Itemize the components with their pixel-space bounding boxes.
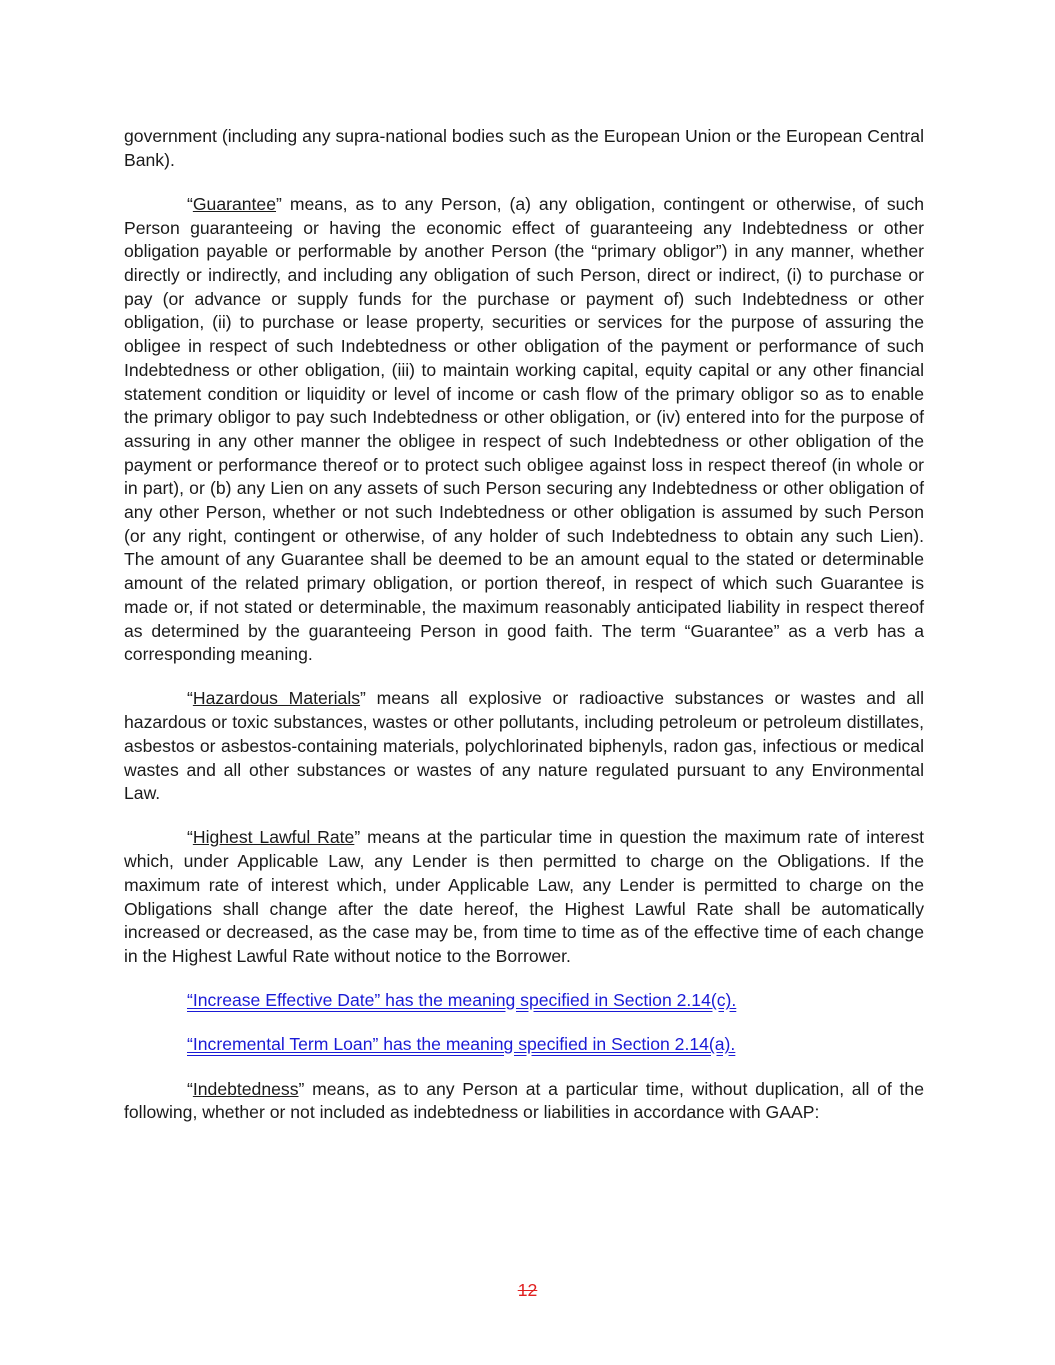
definition-indebtedness: [124, 1078, 924, 1125]
page-number-deleted: 12: [517, 1280, 538, 1300]
tracked-insertion: “Increase Effective Date” has the meaning specified in Section 2.14(c).: [187, 990, 737, 1011]
open-quote: “: [187, 1078, 193, 1099]
open-quote: “: [187, 827, 193, 848]
definition-guarantee: [124, 193, 924, 667]
definition-hazardous-materials: [124, 687, 924, 806]
defined-term-highest-lawful-rate: Highest Lawful Rate: [192, 827, 355, 848]
document-page: [124, 125, 924, 1146]
definition-highest-lawful-rate: [124, 826, 924, 968]
definition-text: ” means all explosive or radioactive substances or wastes and all hazardous or toxic substances, wastes or other pollutants, including petroleum or petroleum distillates, asbestos or asbestos-containing materials, polychlorinated biphenyls, radon gas, infectious or medical wastes and all other substances or wastes of any nature regulated pursuant to any Environmental Law.: [124, 688, 924, 804]
defined-term-guarantee: Guarantee: [192, 193, 277, 214]
open-quote: “: [187, 688, 193, 709]
definition-text: ” means at the particular time in question the maximum rate of interest which, under Applicable Law, any Lender is then permitted to charge on the Obligations. If the maximum rate of interest which, under Applicable Law, any Lender is permitted to charge on the Obligations shall change after the date hereof, the Highest Lawful Rate shall be automatically increased or decreased, as the case may be, from time to time as of the effective time of each change in the Highest Lawful Rate without notice to the Borrower.: [124, 827, 925, 966]
inserted-definition-increase-effective-date: [124, 989, 924, 1013]
defined-term-hazardous-materials: Hazardous Materials: [192, 688, 361, 709]
paragraph-government-continuation: government (including any supra-national bodies such as the European Union or the European Central Bank).: [124, 126, 924, 170]
defined-term-indebtedness: Indebtedness: [192, 1078, 299, 1099]
definition-text: ” means, as to any Person at a particular time, without duplication, all of the following, whether or not included as indebtedness or liabilities in accordance with GAAP:: [124, 1078, 924, 1123]
tracked-insertion: “Incremental Term Loan” has the meaning specified in Section 2.14(a).: [187, 1034, 736, 1055]
definition-text: ” means, as to any Person, (a) any obligation, contingent or otherwise, of such Person guaranteeing or having the economic effect of guaranteeing any Indebtedness or other obligation payable or performable by another Person (the “primary obligor”) in any manner, whether directly or indirectly, and including any obligation of such Person, direct or indirect, (i) to purchase or pay (or advance or supply funds for the purchase or payment of) such Indebtedness or other obligation, (ii) to purchase or lease property, securities or services for the purpose of assuring the obligee in respect of such Indebtedness or other obligation of the payment or performance of such Indebtedness or other obligation, (iii) to maintain working capital, equity capital or any other financial statement condition or liquidity or level of income or cash flow of the primary obligor so as to enable the primary obligor to pay such Indebtedness or other obligation, or (iv) entered into for the purpose of assuring in any other manner the obligee in respect of such Indebtedness or other obligation of the payment or performance thereof or to protect such obligee against loss in respect thereof (in whole or in part), or (b) any Lien on any assets of such Person securing any Indebtedness or other obligation of any other Person, whether or not such Indebtedness or other obligation is assumed by such Person (or any right, contingent or otherwise, of any holder of such Indebtedness to obtain any such Lien). The amount of any Guarantee shall be deemed to be an amount equal to the stated or determinable amount of the related primary obligation, or portion thereof, in respect of which such Guarantee is made or, if not stated or determinable, the maximum reasonably anticipated liability in respect thereof as determined by the guaranteeing Person in good faith. The term “Guarantee” as a verb has a corresponding meaning.: [124, 193, 924, 665]
inserted-definition-incremental-term-loan: [124, 1033, 924, 1057]
open-quote: “: [187, 193, 193, 214]
